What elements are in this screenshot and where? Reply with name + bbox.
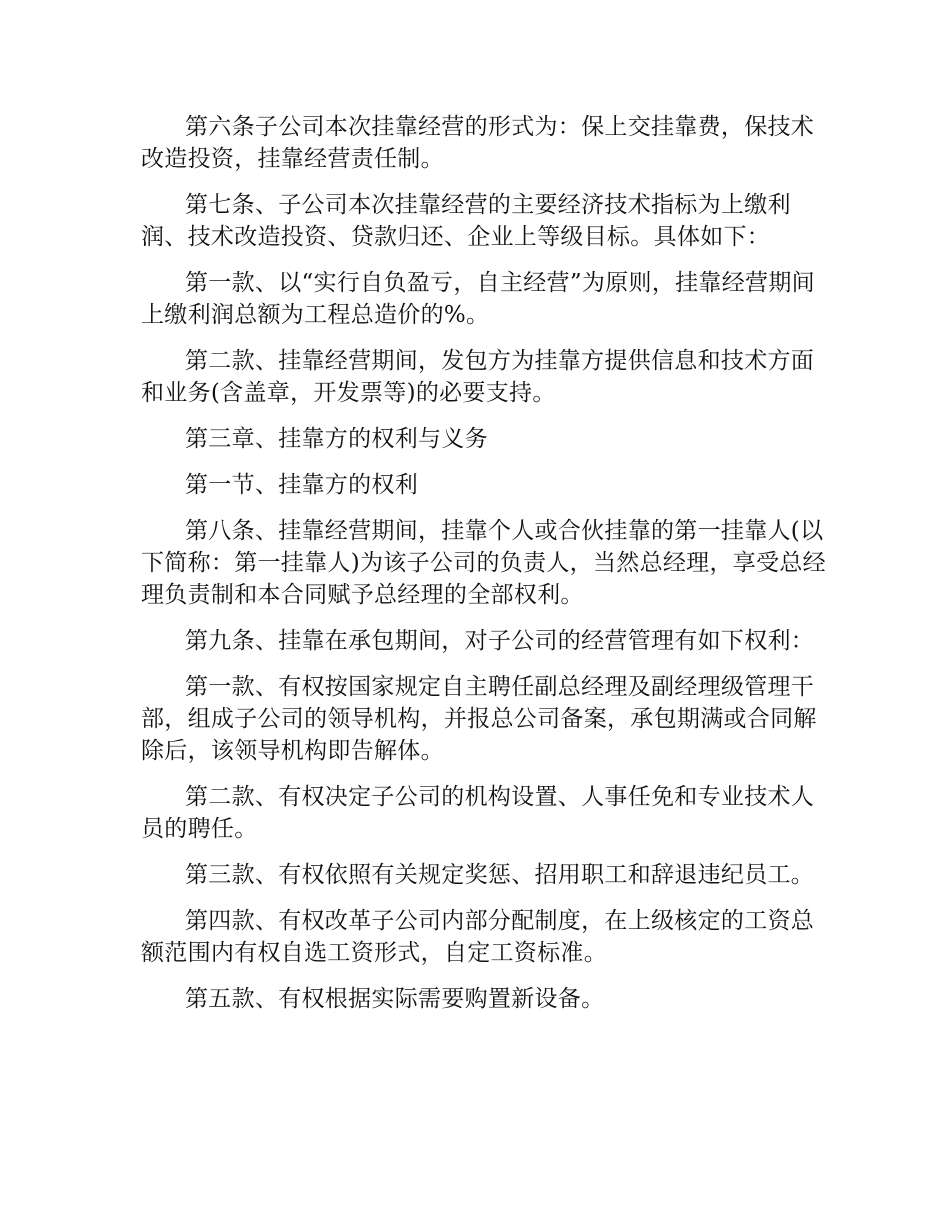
paragraph-clause-2-organization: 第二款、有权决定子公司的机构设置、人事任免和专业技术人员的聘任。	[141, 784, 815, 842]
paragraph-clause-3-staffing: 第三款、有权依照有关规定奖惩、招用职工和辞退违纪员工。	[185, 862, 815, 888]
paragraph-clause-2-support: 第二款、挂靠经营期间，发包方为挂靠方提供信息和技术方面和业务(含盖章，开发票等)的必要支持。	[141, 348, 815, 406]
paragraph-clause-1-appointment: 第一款、有权按国家规定自主聘任副总经理及副经理级管理干部，组成子公司的领导机构，并报总公司备案，承包期满或合同解除后，该领导机构即告解体。	[141, 674, 817, 764]
section-heading-1: 第一节、挂靠方的权利	[185, 472, 418, 498]
paragraph-article-6: 第六条子公司本次挂靠经营的形式为：保上交挂靠费，保技术改造投资，挂靠经营责任制。	[141, 114, 815, 172]
paragraph-clause-1-profit: 第一款、以“实行自负盈亏，自主经营”为原则，挂靠经营期间上缴利润总额为工程总造价的%。	[141, 270, 815, 328]
chapter-heading-3: 第三章、挂靠方的权利与义务	[185, 426, 488, 452]
paragraph-article-7: 第七条、子公司本次挂靠经营的主要经济技术指标为上缴利润、技术改造投资、贷款归还、企业上等级目标。具体如下：	[141, 192, 791, 250]
paragraph-article-9: 第九条、挂靠在承包期间，对子公司的经营管理有如下权利：	[185, 628, 815, 654]
paragraph-article-8: 第八条、挂靠经营期间，挂靠个人或合伙挂靠的第一挂靠人(以下简称：第一挂靠人)为该子公司的负责人，当然总经理，享受总经理负责制和本合同赋予总经理的全部权利。	[141, 518, 826, 608]
paragraph-clause-5-equipment: 第五款、有权根据实际需要购置新设备。	[185, 986, 605, 1012]
document-body	[141, 111, 831, 1029]
paragraph-clause-4-wages: 第四款、有权改革子公司内部分配制度，在上级核定的工资总额范围内有权自选工资形式，自定工资标准。	[141, 908, 815, 966]
